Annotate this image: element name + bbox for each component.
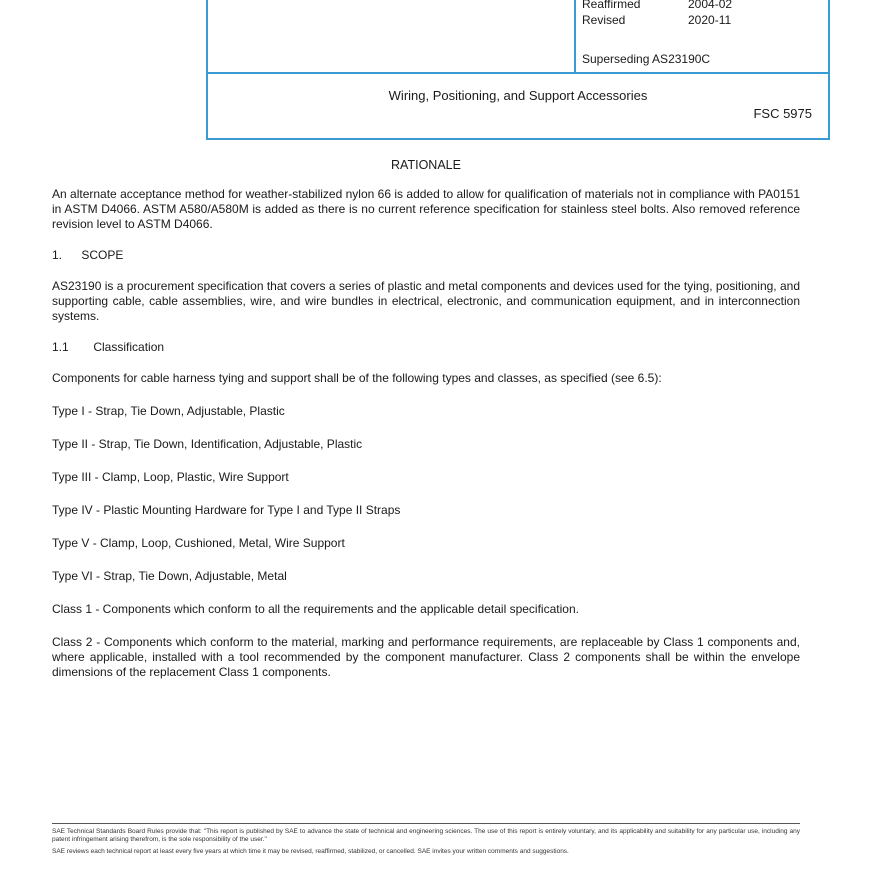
document-header-box [206, 0, 830, 140]
fsc-code: FSC 5975 [753, 106, 812, 121]
type-item: Type III - Clamp, Loop, Plastic, Wire Support [52, 470, 289, 484]
meta-label: Reaffirmed [582, 0, 641, 11]
meta-value: 2004-02 [688, 0, 733, 11]
section-title: Classification [93, 340, 165, 354]
superseding-note: Superseding AS23190C [582, 52, 711, 66]
type-item: Type IV - Plastic Mounting Hardware for Type I and Type II Straps [52, 503, 401, 517]
footer-notice [52, 828, 800, 860]
class-1-definition: Class 1 - Components which conform to all the requirements and the applicable detail specification. [52, 602, 579, 616]
section-title: SCOPE [81, 248, 124, 262]
section-number: 1.1 [52, 340, 69, 354]
document-title: Wiring, Positioning, and Support Accessories [388, 88, 648, 103]
header-metadata [582, 0, 822, 72]
type-item: Type VI - Strap, Tie Down, Adjustable, Metal [52, 569, 287, 583]
header-divider [574, 0, 576, 72]
rationale-text: An alternate acceptance method for weather-stabilized nylon 66 is added to allow for qualification of materials not in compliance with PA0151 in ASTM D4066. ASTM A580/A580M is added as there is no current reference specification for stainless steel bolts. Also removed reference revision level to ASTM D4066. [52, 187, 800, 231]
class-2-definition: Class 2 - Components which conform to the material, marking and performance requirements, are replaceable by Class 1 components and, where applicable, installed with a tool recommended by the component manufacturer. Class 2 components shall be within the envelope dimensions of the replacement Class 1 components. [52, 635, 800, 679]
scope-heading [52, 248, 800, 263]
footer-rule [52, 823, 800, 824]
footer-line: SAE reviews each technical report at least every five years at which time it may be revised, reaffirmed, stabilized, or cancelled. SAE invites your written comments and suggestions. [52, 848, 569, 855]
footer-line: SAE Technical Standards Board Rules provide that: "This report is published by SAE to advance the state of technical and engineering sciences. The use of this report is entirely voluntary, and its applicability and suitability for any particular use, including any patent infringement arising therefrom, is the sole responsibility of the user." [52, 828, 800, 843]
meta-value: 2020-11 [688, 13, 732, 27]
header-top-section [208, 0, 828, 74]
rationale-heading: RATIONALE [391, 158, 461, 172]
type-item: Type II - Strap, Tie Down, Identification, Adjustable, Plastic [52, 437, 363, 451]
scope-text: AS23190 is a procurement specification that covers a series of plastic and metal components and devices used for the tying, positioning, and supporting cable, cable assemblies, wire, and wire bundles in electrical, electronic, and communication equipment, and in interconnection systems. [52, 279, 800, 323]
classification-intro: Components for cable harness tying and support shall be of the following types and classes, as specified (see 6.5): [52, 371, 662, 385]
document-body [52, 158, 800, 696]
meta-label: Revised [582, 13, 626, 27]
meta-row-reaffirmed [582, 0, 822, 12]
classification-heading [52, 340, 800, 355]
section-number: 1. [52, 248, 63, 262]
type-item: Type I - Strap, Tie Down, Adjustable, Plastic [52, 404, 285, 418]
meta-row-revised [582, 13, 822, 28]
type-item: Type V - Clamp, Loop, Cushioned, Metal, Wire Support [52, 536, 345, 550]
header-title-section [208, 74, 828, 138]
